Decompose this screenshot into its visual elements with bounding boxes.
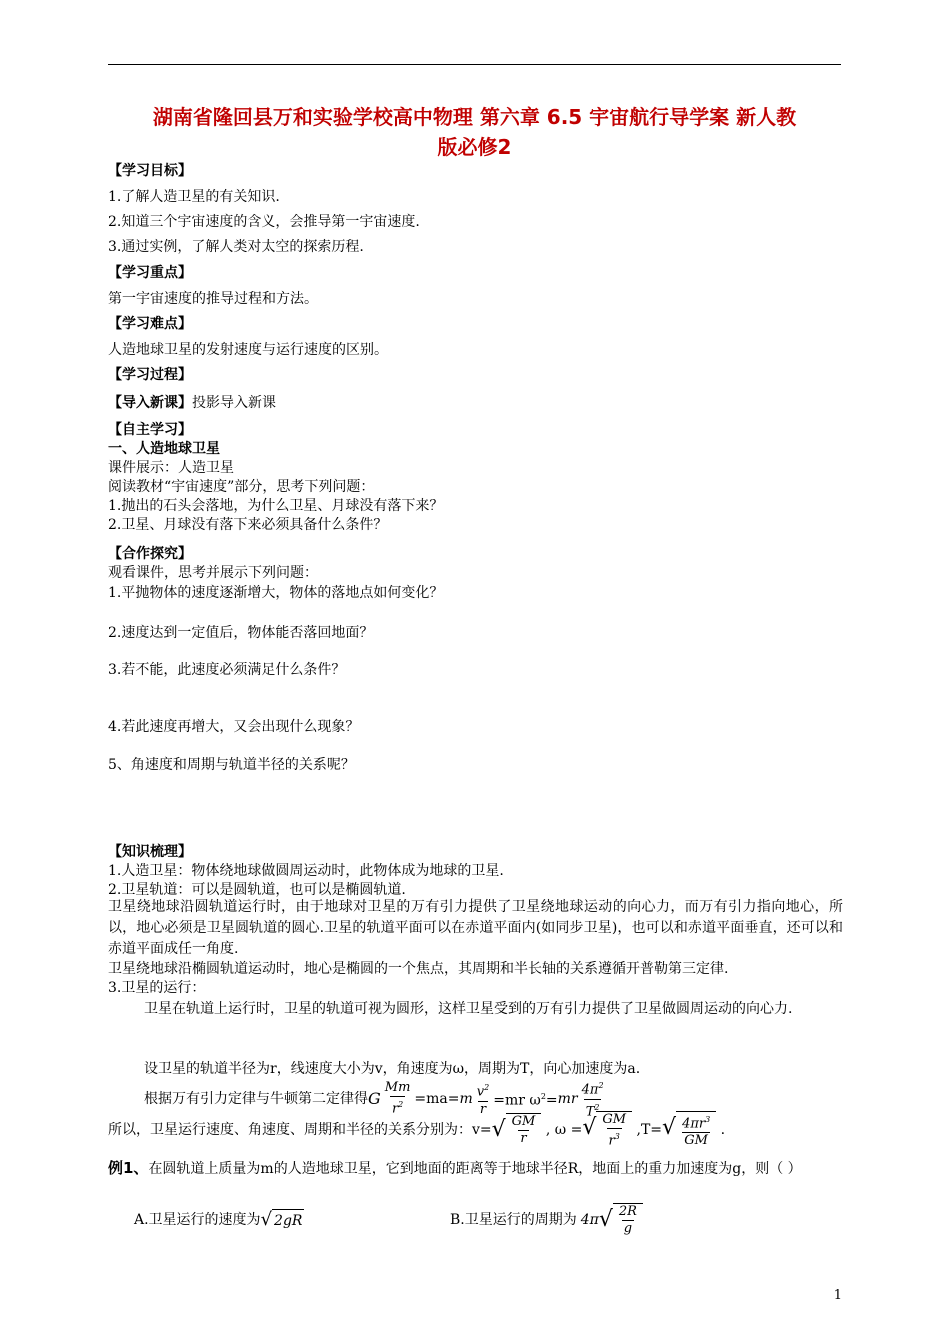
- intro-heading: 【导入新课】: [108, 395, 192, 411]
- option-a-label: A.卫星运行的速度为: [134, 1212, 261, 1228]
- title-line-2: 版必修2: [437, 135, 512, 159]
- coop-question-1: 1.平抛物体的速度逐渐增大，物体的落地点如何变化？: [108, 585, 444, 601]
- self-study-subheading: 一、人造地球卫星: [108, 441, 220, 457]
- knowledge-6: 卫星在轨道上运行时，卫星的轨道可视为圆形，这样卫星受到的万有引力提供了卫星做圆周运动的向心力.: [144, 1001, 793, 1017]
- intro-line: [108, 394, 276, 412]
- option-b: B.卫星运行的周期为 4π √ $\frac{2R}{g}$: [450, 1196, 643, 1244]
- coop-question-2: 2.速度达到一定值后，物体能否落回地面？: [108, 625, 374, 641]
- key-heading: 【学习重点】: [108, 265, 192, 281]
- coop-heading: 【合作探究】: [108, 546, 192, 562]
- page-number: 1: [833, 1288, 842, 1303]
- sqrt-2R-g: √ $\frac{2R}{g}$: [599, 1203, 643, 1237]
- key-text: 第一宇宙速度的推导过程和方法。: [108, 291, 318, 307]
- sqrt-GM-r3: √ $\frac{GM}{r^3}$: [582, 1111, 632, 1149]
- sqrt-4pi2r3-GM: √ $\frac{4\pi r^3}{GM}$: [662, 1111, 716, 1149]
- title-line-1: 湖南省隆回县万和实验学校高中物理 第六章 6.5 宇宙航行导学案 新人教: [152, 105, 797, 129]
- document-title: [108, 102, 841, 162]
- relations-line: 所以，卫星运行速度、角速度、周期和半径的关系分别为： v= √ $\frac{GM}{r}$ , ω = √ $\frac{GM}{r^3}$ ,T= √ $\frac{4\pi r^3}{GM}$ .: [108, 1111, 726, 1149]
- knowledge-8: 根据万有引力定律与牛顿第二定律得: [144, 1091, 368, 1107]
- coop-question-4: 4.若此速度再增大，又会出现什么现象？: [108, 719, 360, 735]
- knowledge-9: 所以，卫星运行速度、角速度、周期和半径的关系分别为：: [108, 1122, 472, 1138]
- fraction-v2-r: $\frac{v^2}{r}$: [476, 1083, 490, 1117]
- coop-intro: 观看课件，思考并展示下列问题：: [108, 565, 318, 581]
- newton-equation-line: [144, 1052, 608, 1119]
- difficulty-heading: 【学习难点】: [108, 316, 192, 332]
- coop-question-3: 3.若不能，此速度必须满足什么条件？: [108, 662, 346, 678]
- knowledge-7: 设卫星的轨道半径为r，线速度大小为v，角速度为ω，周期为T，向心加速度为a.: [144, 1061, 641, 1077]
- example-1: [108, 1157, 843, 1180]
- header-rule: [108, 64, 841, 65]
- goals-heading: 【学习目标】: [108, 163, 192, 179]
- knowledge-3: 卫星绕地球沿圆轨道运行时，由于地球对卫星的万有引力提供了卫星绕地球运动的向心力，而万有引力指向地心，所以，地心必须是卫星圆轨道的圆心.卫星的轨道平面可以在赤道平面内(如同步卫星)，也可以和赤道平面垂直，还可以和赤道平面成任一角度.: [108, 899, 843, 957]
- intro-text: 投影导入新课: [192, 395, 276, 411]
- goal-2: 2.知道三个宇宙速度的含义，会推导第一宇宙速度.: [108, 214, 420, 230]
- knowledge-2: 2.卫星轨道：可以是圆轨道，也可以是椭圆轨道.: [108, 882, 406, 898]
- coop-question-5: 5、角速度和周期与轨道半径的关系呢？: [108, 757, 355, 773]
- knowledge-4: 卫星绕地球沿椭圆轨道运动时，地心是椭圆的一个焦点，其周期和半长轴的关系遵循开普勒第三定律.: [108, 961, 729, 977]
- option-a: [134, 1200, 304, 1240]
- knowledge-1: 1.人造卫星：物体绕地球做圆周运动时，此物体成为地球的卫星.: [108, 863, 504, 879]
- knowledge-heading: 【知识梳理】: [108, 844, 192, 860]
- goal-3: 3.通过实例，了解人类对太空的探索历程.: [108, 239, 364, 255]
- example-label: 例1、: [108, 1159, 149, 1177]
- fraction-Mm-r2: $\frac{Mm}{r^2}$: [384, 1080, 411, 1117]
- self-study-1: 课件展示：人造卫星: [108, 460, 234, 476]
- fraction-4pi2-T2: $\frac{4\pi^2}{T^2}$: [581, 1081, 604, 1119]
- gravitation-equation: G $\frac{Mm}{r^2}$ =ma= m $\frac{v^2}{r}$ =mr $\omega^2=$ mr $\frac{4\pi^2}{T^2}$: [368, 1078, 608, 1120]
- difficulty-text: 人造地球卫星的发射速度与运行速度的区别。: [108, 342, 388, 358]
- goal-1: 1.了解人造卫星的有关知识.: [108, 189, 280, 205]
- self-study-4: 2.卫星、月球没有落下来必须具备什么条件？: [108, 517, 388, 533]
- process-heading: 【学习过程】: [108, 367, 192, 383]
- sqrt-GM-r: √ $\frac{GM}{r}$: [492, 1113, 542, 1147]
- self-study-2: 阅读教材“宇宙速度”部分，思考下列问题：: [108, 479, 375, 495]
- option-b-label: B.卫星运行的周期为: [450, 1212, 577, 1228]
- self-study-3: 1.抛出的石头会落地，为什么卫星、月球没有落下来？: [108, 498, 444, 514]
- knowledge-5: 3.卫星的运行：: [108, 980, 206, 996]
- self-study-heading: 【自主学习】: [108, 422, 192, 438]
- example-text: 在圆轨道上质量为m的人造地球卫星，它到地面的距离等于地球半径R，地面上的重力加速度为g，则（ ）: [148, 1161, 802, 1177]
- sqrt-2gR: √ 2gR: [260, 1209, 303, 1230]
